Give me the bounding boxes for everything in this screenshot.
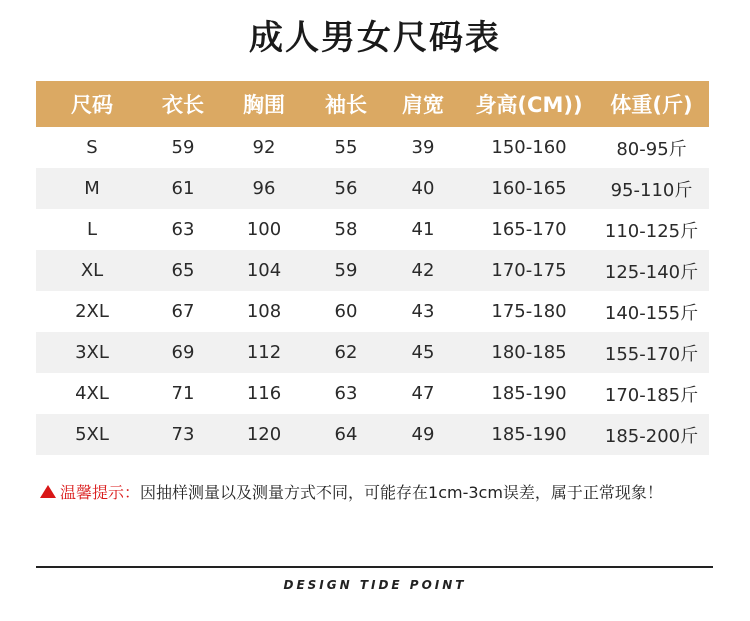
cell-length: 73 [171, 424, 195, 445]
cell-height: 150-160 [491, 137, 567, 158]
cell-chest: 116 [246, 383, 282, 404]
cell-height: 170-175 [491, 260, 567, 281]
cell-length: 61 [171, 178, 195, 199]
cell-shoulder: 45 [411, 342, 435, 363]
cell-sleeve: 64 [334, 424, 358, 445]
cell-height: 160-165 [491, 178, 567, 199]
footer-divider [36, 566, 713, 568]
table-row [36, 168, 709, 209]
cell-sleeve: 63 [334, 383, 358, 404]
header-size: 尺码 [71, 93, 113, 117]
cell-shoulder: 42 [411, 260, 435, 281]
cell-shoulder: 39 [411, 137, 435, 158]
warm-tip [40, 480, 663, 503]
cell-weight: 110-125斤 [604, 220, 699, 242]
cell-sleeve: 60 [334, 301, 358, 322]
cell-shoulder: 49 [411, 424, 435, 445]
cell-sleeve: 62 [334, 342, 358, 363]
header-shoulder: 肩宽 [402, 93, 444, 117]
table-row [36, 373, 709, 414]
cell-length: 71 [171, 383, 195, 404]
cell-weight: 170-185斤 [604, 384, 699, 406]
cell-sleeve: 56 [334, 178, 358, 199]
cell-length: 69 [171, 342, 195, 363]
table-row [36, 127, 709, 168]
cell-height: 180-185 [491, 342, 567, 363]
header-chest: 胸围 [243, 93, 285, 117]
cell-size: S [86, 137, 98, 158]
cell-size: 3XL [75, 342, 109, 363]
size-table [36, 81, 709, 455]
cell-chest: 104 [246, 260, 282, 281]
cell-shoulder: 47 [411, 383, 435, 404]
cell-chest: 112 [246, 342, 282, 363]
cell-size: XL [80, 260, 104, 281]
cell-length: 65 [171, 260, 195, 281]
cell-length: 59 [171, 137, 195, 158]
header-length: 衣长 [162, 93, 204, 117]
cell-chest: 120 [246, 424, 282, 445]
cell-size: L [86, 219, 98, 240]
table-row [36, 250, 709, 291]
cell-height: 185-190 [491, 383, 567, 404]
cell-size: 4XL [75, 383, 109, 404]
cell-weight: 155-170斤 [604, 343, 699, 365]
table-row [36, 291, 709, 332]
cell-height: 185-190 [491, 424, 567, 445]
cell-weight: 140-155斤 [604, 302, 699, 324]
cell-length: 67 [171, 301, 195, 322]
tip-text: 因抽样测量以及测量方式不同，可能存在1cm-3cm误差，属于正常现象！ [140, 483, 663, 502]
cell-chest: 100 [246, 219, 282, 240]
cell-weight: 95-110斤 [610, 179, 693, 201]
table-header [36, 81, 709, 127]
cell-sleeve: 55 [334, 137, 358, 158]
cell-chest: 92 [252, 137, 276, 158]
header-weight: 体重(斤) [610, 93, 693, 117]
tip-label: 温馨提示： [60, 483, 141, 502]
warning-triangle-icon [40, 485, 56, 498]
header-sleeve: 袖长 [325, 93, 367, 117]
cell-sleeve: 58 [334, 219, 358, 240]
cell-sleeve: 59 [334, 260, 358, 281]
table-row [36, 209, 709, 250]
cell-weight: 125-140斤 [604, 261, 699, 283]
page-title: 成人男女尺码表 [249, 18, 501, 58]
cell-height: 165-170 [491, 219, 567, 240]
cell-shoulder: 43 [411, 301, 435, 322]
cell-length: 63 [171, 219, 195, 240]
table-row [36, 332, 709, 373]
table-row [36, 414, 709, 455]
cell-chest: 96 [252, 178, 276, 199]
cell-shoulder: 41 [411, 219, 435, 240]
footer-brand: DESIGN TIDE POINT [283, 578, 467, 592]
cell-height: 175-180 [491, 301, 567, 322]
header-height: 身高(CM)) [475, 93, 583, 117]
cell-size: M [84, 178, 100, 199]
cell-weight: 80-95斤 [616, 138, 687, 160]
cell-weight: 185-200斤 [604, 425, 699, 447]
cell-chest: 108 [246, 301, 282, 322]
cell-size: 2XL [75, 301, 109, 322]
cell-shoulder: 40 [411, 178, 435, 199]
cell-size: 5XL [75, 424, 109, 445]
